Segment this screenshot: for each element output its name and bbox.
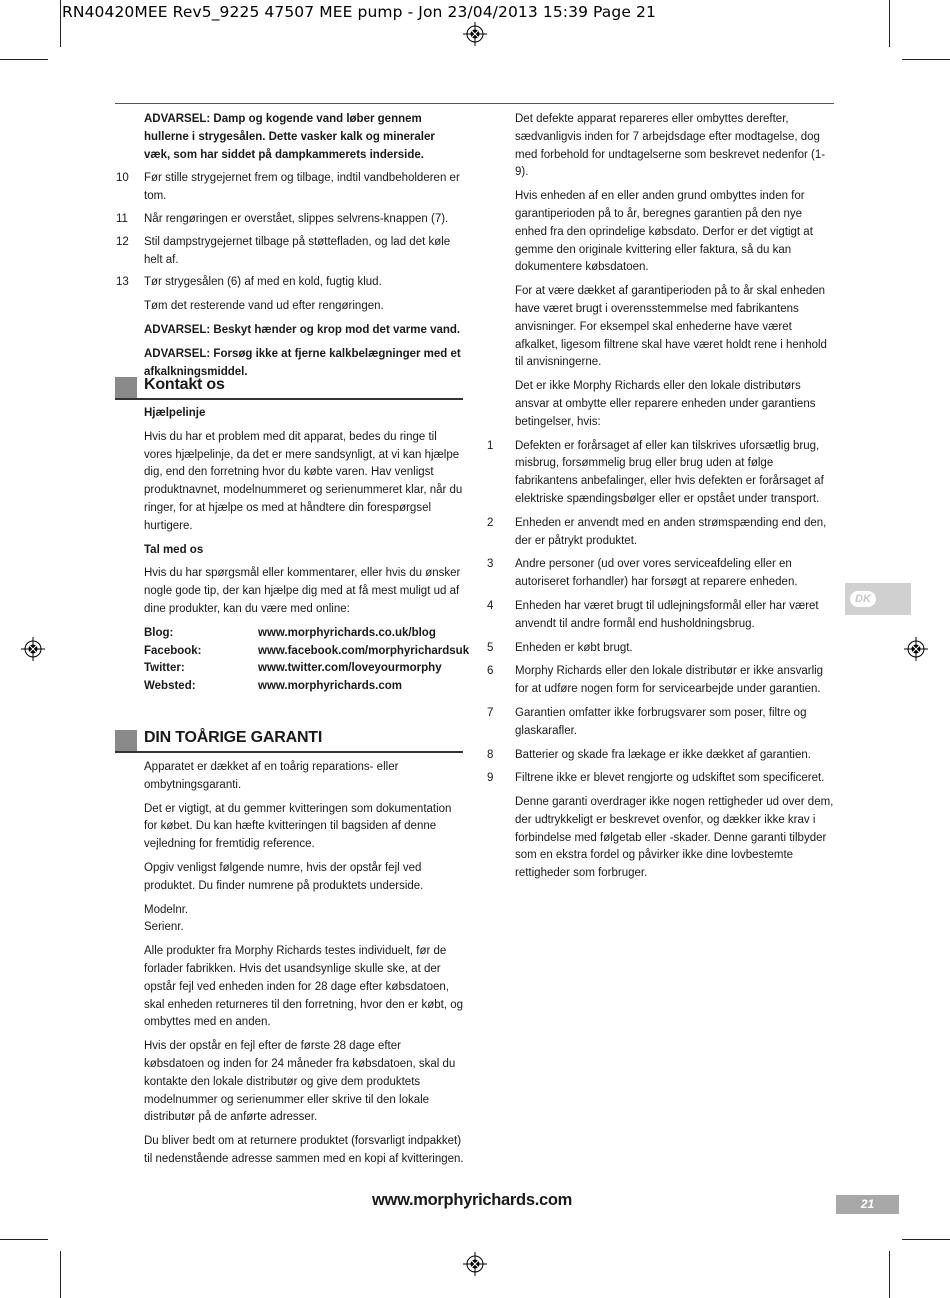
serial-label: Serienr.	[144, 921, 184, 934]
link-url-facebook[interactable]: www.facebook.com/morphyrichardsuk	[258, 644, 470, 657]
step-11	[116, 211, 464, 229]
item-text: Morphy Richards eller den lokale distributør er ikke ansvarlig for at udføre nogen form for servicearbejde under garantien.	[515, 665, 824, 696]
page-number: 21	[860, 1197, 875, 1211]
crop-mark-top-left-vertical	[60, 0, 61, 47]
online-links	[144, 625, 470, 696]
heading-marker	[115, 377, 137, 398]
heading-marker	[115, 730, 137, 751]
link-url-blog[interactable]: www.morphyrichards.co.uk/blog	[258, 626, 436, 639]
warranty-paragraph: Du bliver bedt om at returnere produktet (forsvarligt indpakket) til nedenstående adresse sammen med en kopi af kvitteringen.	[144, 1135, 464, 1165]
item-number: 1	[487, 439, 494, 452]
print-slug: RN40420MEE Rev5_9225 47507 MEE pump - Jon 23/04/2013 15:39 Page 21	[62, 3, 656, 21]
item-text: Enheden er købt brugt.	[515, 641, 633, 654]
contact-heading-text: Kontakt os	[144, 376, 225, 393]
item-text: Garantien omfatter ikke forbrugsvarer som poser, filtre og glaskarafler.	[515, 706, 807, 737]
contact-section	[144, 405, 470, 696]
crop-mark-top-right-vertical	[889, 0, 890, 47]
exclusion-item-1	[487, 438, 835, 509]
crop-mark-bottom-left-horizontal	[0, 1239, 48, 1240]
item-text: Enheden har været brugt til udlejningsformål eller har været anvendt til andre formål end husholdningsbrug.	[515, 599, 819, 630]
crop-mark-bottom-right-horizontal	[902, 1239, 950, 1240]
helpline-text: Hvis du har et problem med dit apparat, bedes du ringe til vores hjælpelinje, da det er mere sandsynligt, at vi kan hjælpe dig, end den forretning hvor du købte varen. Hav venligst produktnavnet, modelnummeret og serienummeret klar, når du ringer, for at hjælpe os med at håndtere din forespørgsel hurtigere.	[144, 430, 463, 532]
right-paragraph: Hvis enheden af en eller anden grund ombyttes inden for garantiperioden på to år, beregnes garantien på den nye enhed fra den oprindelige købsdato. Derfor er det vigtigt at gemme den originale kvittering eller faktura, så du kan dokumentere købsdatoen.	[515, 190, 813, 274]
step-text: Før stille strygejernet frem og tilbage, indtil vandbeholderen er tom.	[144, 172, 460, 203]
left-column-top	[116, 111, 464, 387]
warranty-paragraph: Alle produkter fra Morphy Richards testes individuelt, før de forlader fabrikken. Hvis det usandsynlige skulle ske, at der opstår fejl ved enheden inden for 28 dage efter købsdatoen, skal enheden returneres til den forretning, hvor den er købt, og ombyttes med en anden.	[144, 945, 463, 1029]
exclusion-item-6	[487, 663, 835, 699]
step-number: 12	[116, 235, 129, 248]
item-number: 6	[487, 665, 494, 678]
empty-water-text: Tøm det resterende vand ud efter rengøringen.	[144, 300, 384, 313]
right-column	[487, 111, 835, 889]
item-number: 7	[487, 706, 494, 719]
warning-descaler: ADVARSEL: Forsøg ikke at fjerne kalkbelægninger med et afkalkningsmiddel.	[144, 347, 461, 378]
link-label-website: Websted:	[144, 680, 196, 693]
link-label-blog: Blog:	[144, 626, 174, 639]
right-paragraph: For at være dækket af garantiperioden på to år skal enheden have været brugt i overensstemmelse med fabrikantens anvisninger. For eksempel skal enhederne have været afkalket, ligesom filtrene skal have været holdt rene i henhold til anvisningerne.	[515, 285, 827, 369]
talk-text: Hvis du har spørgsmål eller kommentarer, eller hvis du ønsker nogle gode tip, der kan hjælpe dig med at få mest muligt ud af dine produkter, kan du være med online:	[144, 567, 461, 615]
contact-heading	[115, 374, 463, 400]
step-12	[116, 234, 464, 270]
language-badge: DK	[850, 591, 876, 607]
model-label: Modelnr.	[144, 903, 189, 916]
link-label-facebook: Facebook:	[144, 644, 202, 657]
warranty-heading-text: DIN TOÅRIGE GARANTI	[144, 729, 323, 746]
exclusion-item-4	[487, 598, 835, 634]
footer-url: www.morphyrichards.com	[372, 1191, 573, 1209]
step-text: Stil dampstrygejernet tilbage på støttefladen, og lad det køle helt af.	[144, 235, 451, 266]
item-number: 9	[487, 772, 494, 785]
crop-mark-top-left-horizontal	[0, 59, 48, 60]
warranty-paragraph: Opgiv venligst følgende numre, hvis der opstår fejl ved produktet. Du finder numrene på produktets underside.	[144, 861, 424, 892]
item-text: Enheden er anvendt med en anden strømspænding end den, der er påtrykt produktet.	[515, 516, 827, 547]
item-text: Filtrene ikke er blevet rengjorte og udskiftet som specificeret.	[515, 772, 825, 785]
helpline-title: Hjælpelinje	[144, 407, 206, 419]
step-10	[116, 170, 464, 206]
step-number: 10	[116, 172, 129, 185]
registration-mark-bottom-icon	[463, 1252, 487, 1276]
final-paragraph: Denne garanti overdrager ikke nogen rettigheder ud over dem, der udtrykkeligt er beskrevet ovenfor, og dækker ikke krav i forbindelse med følgetab eller -skader. Denne garanti tilbyder som en ekstra fordel og påvirker ikke dine lovbestemte rettigheder som forbruger.	[515, 796, 834, 880]
top-rule	[115, 103, 834, 104]
warning-steam: ADVARSEL: Damp og kogende vand løber gennem hullerne i strygesålen. Dette vasker kalk og mineraler væk, som har siddet på dampkammerets inderside.	[144, 113, 435, 161]
step-number: 13	[116, 276, 129, 289]
item-text: Batterier og skade fra lækage er ikke dækket af garantien.	[515, 748, 811, 761]
item-text: Andre personer (ud over vores serviceafdeling eller en autoriseret forhandler) har forsøgt at reparere enheden.	[515, 558, 798, 589]
item-number: 4	[487, 599, 494, 612]
step-text: Tør strygesålen (6) af med en kold, fugtig klud.	[144, 276, 382, 289]
talk-title: Tal med os	[144, 543, 204, 556]
registration-mark-right-icon	[904, 637, 928, 661]
exclusion-item-9	[487, 770, 835, 788]
warranty-paragraph: Det er vigtigt, at du gemmer kvitteringen som dokumentation for købet. Du kan hæfte kvitteringen til bagsiden af denne vejledning for fremtidig reference.	[144, 802, 452, 851]
warranty-paragraph: Hvis der opstår en fejl efter de første 28 dage efter købsdatoen og inden for 24 måneder fra købsdatoen, skal du kontakte den lokale distributør og give dem produktets modelnummer og serienummer eller skrive til den lokale distributør på de anførte adresser.	[144, 1040, 456, 1124]
step-13	[116, 274, 464, 292]
right-paragraph: Det defekte apparat repareres eller ombyttes derefter, sædvanligvis inden for 7 arbejdsdage efter modtagelse, dog med forbehold for undtagelserne som beskrevet nedenfor (1-9).	[515, 113, 826, 179]
warranty-paragraph: Apparatet er dækket af en toårig reparations- eller ombytningsgaranti.	[144, 761, 399, 791]
exclusion-item-3	[487, 556, 835, 592]
warning-hot-water: ADVARSEL: Beskyt hænder og krop mod det varme vand.	[144, 323, 461, 336]
registration-mark-top-icon	[463, 22, 487, 46]
crop-mark-bottom-left-vertical	[60, 1251, 61, 1298]
link-url-website[interactable]: www.morphyrichards.com	[258, 680, 402, 693]
item-number: 3	[487, 558, 494, 571]
item-number: 2	[487, 516, 494, 529]
model-serial-block	[144, 902, 464, 938]
registration-mark-left-icon	[21, 637, 45, 661]
exclusion-item-5	[487, 640, 835, 658]
item-number: 5	[487, 641, 494, 654]
item-text: Defekten er forårsaget af eller kan tilskrives uforsætlig brug, misbrug, forsømmelig brug eller brug uden at følge fabrikantens anbefalinger, eller hvis defekten er forårsaget af elektriske spændingsbølger eller er opstået under transport.	[515, 439, 824, 505]
link-label-twitter: Twitter:	[144, 662, 185, 675]
crop-mark-bottom-right-vertical	[889, 1251, 890, 1298]
crop-mark-top-right-horizontal	[902, 59, 950, 60]
language-tab	[845, 583, 911, 615]
right-paragraph: Det er ikke Morphy Richards eller den lokale distributørs ansvar at ombytte eller reparere enheden under garantiens betingelser, hvis:	[515, 380, 816, 428]
page-number-box	[836, 1195, 899, 1214]
exclusion-item-7	[487, 705, 835, 741]
link-url-twitter[interactable]: www.twitter.com/loveyourmorphy	[258, 662, 442, 675]
step-text: Når rengøringen er overstået, slippes selvrens-knappen (7).	[144, 212, 449, 225]
warranty-heading	[115, 727, 463, 753]
step-number: 11	[116, 212, 128, 225]
exclusion-item-2	[487, 515, 835, 551]
warranty-section	[144, 759, 464, 1175]
exclusion-item-8	[487, 747, 835, 765]
item-number: 8	[487, 748, 494, 761]
